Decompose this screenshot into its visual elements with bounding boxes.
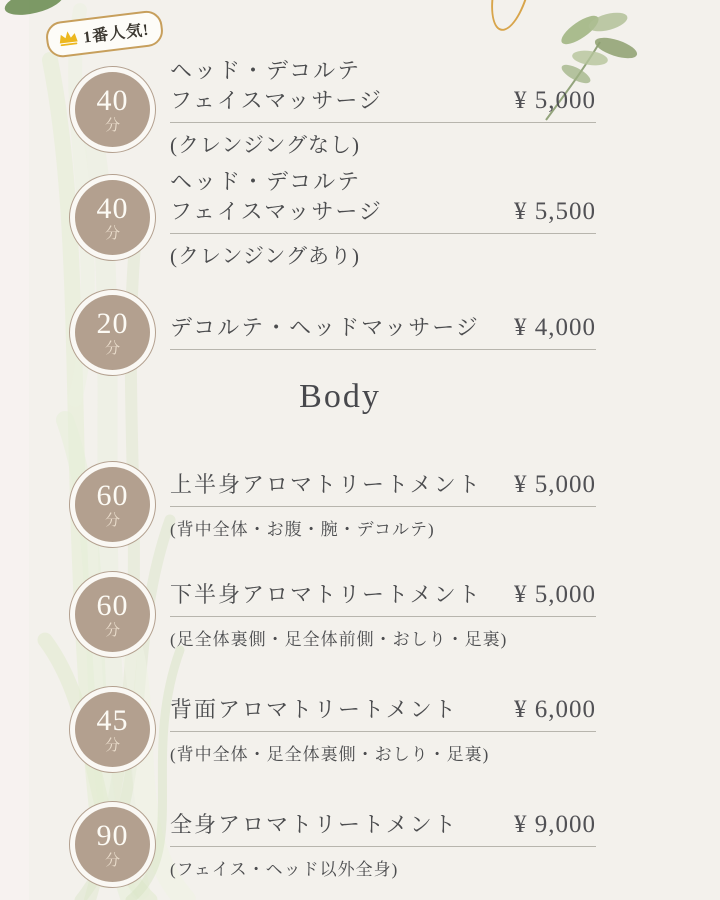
duration-value: 90: [96, 818, 129, 852]
duration-circle: [69, 66, 156, 153]
duration-unit: 分: [104, 852, 120, 869]
duration-value: 20: [96, 306, 129, 340]
duration-circle: [69, 461, 156, 548]
item-note: (フェイス・ヘッド以外全身): [170, 860, 399, 879]
item-title: デコルテ・ヘッドマッサージ: [170, 315, 480, 340]
item-note: (足全体裏側・足全体前側・おしり・足裏): [170, 630, 508, 649]
duration-unit: 分: [104, 512, 120, 529]
duration-circle: [69, 289, 156, 376]
left-margin-strip: [0, 0, 29, 900]
duration-value: 40: [96, 191, 129, 225]
item-title-line1: ヘッド・デコルテ: [170, 58, 362, 83]
duration-unit: 分: [104, 225, 120, 242]
item-price: ¥ 4,000: [514, 314, 596, 341]
badge-label: 1番人気!: [82, 21, 151, 47]
best-seller-badge: [44, 9, 165, 59]
item-price: ¥ 6,000: [514, 696, 596, 723]
duration-value: 40: [96, 83, 129, 117]
item-price: ¥ 5,000: [514, 87, 596, 114]
item-price: ¥ 5,000: [514, 471, 596, 498]
item-title: 背面アロマトリートメント: [170, 697, 458, 722]
item-title: 全身アロマトリートメント: [170, 812, 458, 837]
item-price: ¥ 9,000: [514, 811, 596, 838]
crown-icon: [57, 29, 79, 46]
gold-loop-decoration: [483, 0, 541, 35]
item-title-line1: ヘッド・デコルテ: [170, 169, 362, 194]
item-price: ¥ 5,500: [514, 198, 596, 225]
duration-value: 45: [96, 703, 129, 737]
item-note: (背中全体・お腹・腕・デコルテ): [170, 520, 435, 539]
duration-unit: 分: [104, 340, 120, 357]
duration-value: 60: [96, 588, 129, 622]
item-title-line2: フェイスマッサージ: [170, 199, 383, 224]
section-header-body: Body: [299, 378, 381, 415]
duration-unit: 分: [104, 117, 120, 134]
duration-circle: [69, 571, 156, 658]
duration-unit: 分: [104, 622, 120, 639]
item-title: 下半身アロマトリートメント: [170, 582, 482, 607]
duration-circle: [69, 801, 156, 888]
item-note: (背中全体・足全体裏側・おしり・足裏): [170, 745, 490, 764]
item-title-line2: フェイスマッサージ: [170, 88, 383, 113]
item-note: (クレンジングなし): [170, 133, 360, 157]
item-price: ¥ 5,000: [514, 581, 596, 608]
duration-circle: [69, 686, 156, 773]
speech-bubble: [44, 9, 165, 59]
item-title: 上半身アロマトリートメント: [170, 472, 482, 497]
duration-unit: 分: [104, 737, 120, 754]
item-note: (クレンジングあり): [170, 244, 360, 268]
duration-circle: [69, 174, 156, 261]
duration-value: 60: [96, 478, 129, 512]
